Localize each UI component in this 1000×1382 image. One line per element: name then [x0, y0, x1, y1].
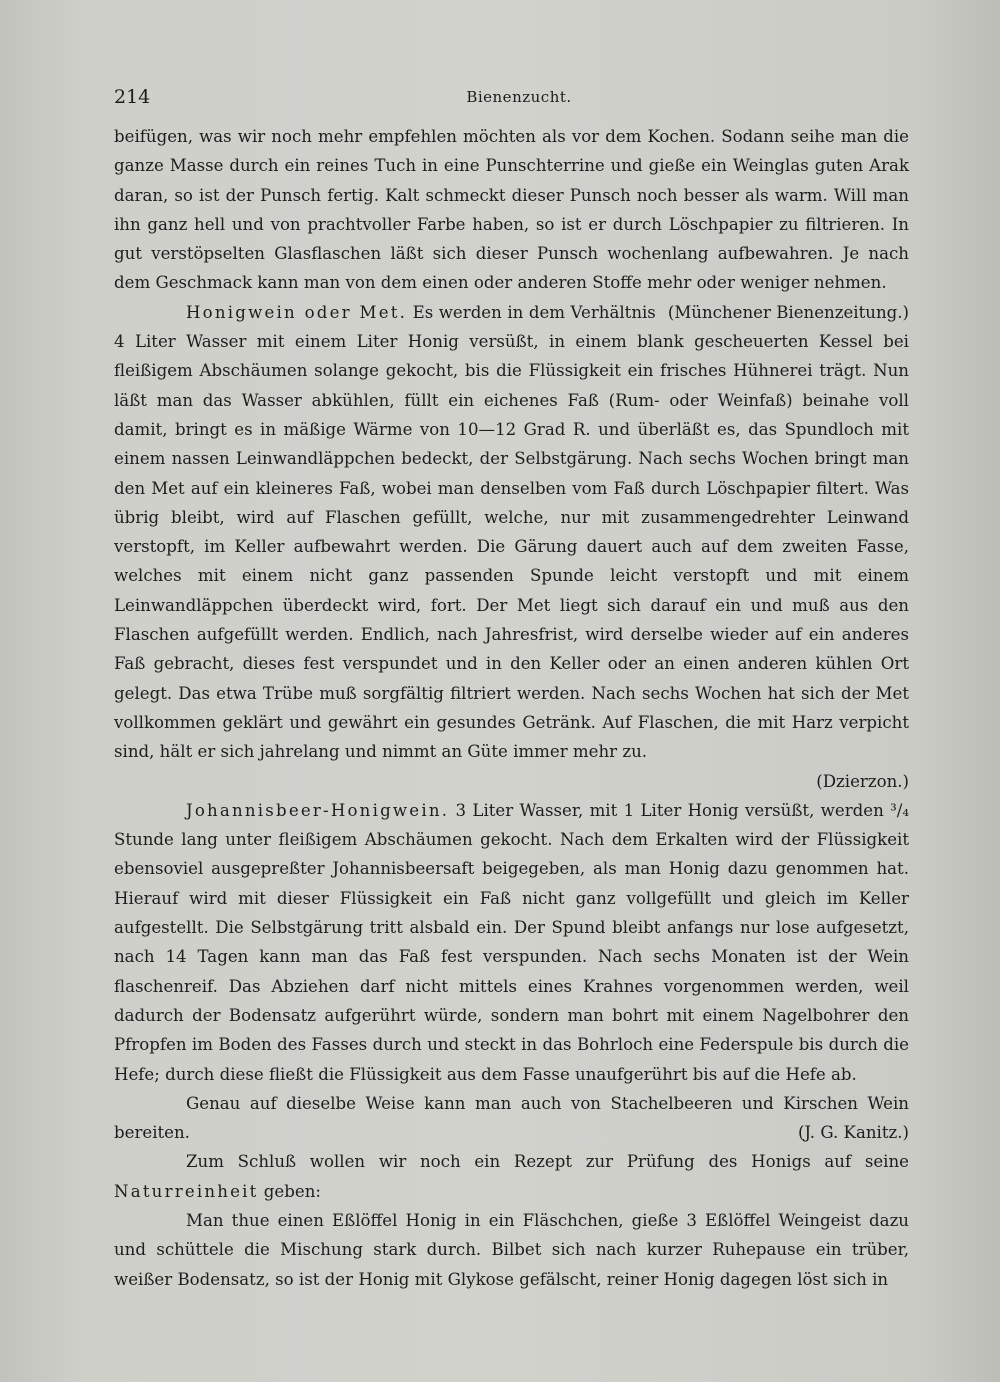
running-title: Bienenzucht.	[466, 88, 572, 106]
paragraph-text: Man thue einen Eßlöffel Honig in ein Fläschchen, gieße 3 Eßlöffel Weingeist dazu und schüttele die Mischung stark durch. Bilbet sich nach kurzer Ruhepause ein trüber, weißer Bodensatz, so ist der Honig mit Glykose gefälscht, reiner Honig dagegen löst sich in	[114, 1210, 909, 1289]
paragraph-text: Zum Schluß wollen wir noch ein Rezept zur Prüfung des Honigs auf seine	[186, 1152, 909, 1172]
paragraph-text: geben:	[258, 1181, 321, 1201]
paragraph-text: Es werden in dem Verhältnis 4 Liter Wasser mit einem Liter Honig versüßt, in einem blank gescheuerten Kessel bei fleißigem Abschäumen solange gekocht, bis die Flüssigkeit ein frisches Hühnerei trägt. Nun läßt man das Wasser abkühlen, füllt ein eichenes Faß (Rum- oder Weinfaß) beinahe voll damit, bringt es in mäßige Wärme von 10—12 Grad R. und überläßt es, das Spundloch mit einem nassen Leinwandläppchen bedeckt, der Selbstgärung. Nach sechs Wochen bringt man den Met auf ein kleineres Faß, wobei man denselben vom Faß durch Löschpapier filtert. Was übrig bleibt, wird auf Flaschen gefüllt, welche, nur mit zusammengedrehter Leinwand verstopft, im Keller aufbewahrt werden. Die Gärung dauert auch auf dem zweiten Fasse, welches mit einem nicht ganz passenden Spunde leicht verstopft und mit einem Leinwandläppchen überdeckt wird, fort. Der Met liegt sich darauf ein und muß aus den Flaschen aufgefüllt werden. Endlich, nach Jahresfrist, wird derselbe wieder auf ein anderes Faß gebracht, dieses fest verspundet und in den Keller oder an einen anderen kühlen Ort gelegt. Das etwa Trübe muß sorgfältig filtriert werden. Nach sechs Wochen hat sich der Met vollkommen geklärt und gewährt ein gesundes Getränk. Auf Flaschen, die mit Harz verpicht sind, hält er sich jahrelang und nimmt an Güte immer mehr zu.	[114, 302, 909, 762]
paragraph-text: Genau auf dieselbe Weise kann man auch von Stachelbeeren und Kirschen Wein bereiten.	[114, 1093, 909, 1143]
spaced-term: Naturreinheit	[114, 1181, 259, 1201]
paragraph-met	[114, 298, 909, 767]
source-citation: (Münchener Bienenzeitung.)	[667, 302, 909, 322]
paragraph-stachelbeeren	[114, 1089, 909, 1148]
recipe-title: Johannisbeer-Honigwein.	[186, 800, 450, 820]
source-citation: (J. G. Kanitz.)	[797, 1123, 909, 1143]
paragraph-text: 3 Liter Wasser, mit 1 Liter Honig versüßt, werden ³/₄ Stunde lang unter fleißigem Abschäumen gekocht. Nach dem Erkalten wird der Flüssigkeit ebensoviel ausgepreßter Johannisbeersaft beigegeben, als man Honig dazu genommen hat. Hierauf wird mit dieser Flüssigkeit ein Faß nicht ganz vollgefüllt und gleich im Keller aufgestellt. Die Selbstgärung tritt alsbald ein. Der Spund bleibt anfangs nur lose aufgesetzt, nach 14 Tagen kann man das Faß fest verspunden. Nach sechs Monaten ist der Wein flaschenreif. Das Abziehen darf nicht mittels eines Krahnes vorgenommen werden, weil dadurch der Bodensatz aufgerührt würde, sondern man bohrt mit einem Nagelbohrer den Pfropfen im Boden des Fasses durch und steckt in das Bohrloch eine Federspule bis durch die Hefe; durch diese fließt die Flüssigkeit aus dem Fasse unaufgerührt bis auf die Hefe ab.	[114, 800, 909, 1084]
paragraph-text: beifügen, was wir noch mehr empfehlen möchten als vor dem Kochen. Sodann seihe man die ganze Masse durch ein reines Tuch in eine Punschterrine und gieße ein Weinglas guten Arak daran, so ist der Punsch fertig. Kalt schmeckt dieser Punsch noch besser als warm. Will man ihn ganz hell und von prachtvoller Farbe haben, so ist er durch Löschpapier zu filtrieren. In gut verstöpselten Glasflaschen läßt sich dieser Punsch wochenlang aufbewahren. Je nach dem Geschmack kann man von dem einen oder anderen Stoffe mehr oder weniger nehmen.	[114, 127, 909, 293]
page-header	[114, 86, 924, 116]
paragraph-rezept	[114, 1206, 909, 1294]
recipe-title: Honigwein oder Met.	[186, 302, 408, 322]
paragraph-pruefung	[114, 1147, 909, 1206]
page-body	[114, 122, 909, 1294]
source-citation: (Dzierzon.)	[816, 771, 909, 791]
paragraph-johannisbeer	[114, 796, 909, 1089]
page-number: 214	[114, 86, 151, 108]
